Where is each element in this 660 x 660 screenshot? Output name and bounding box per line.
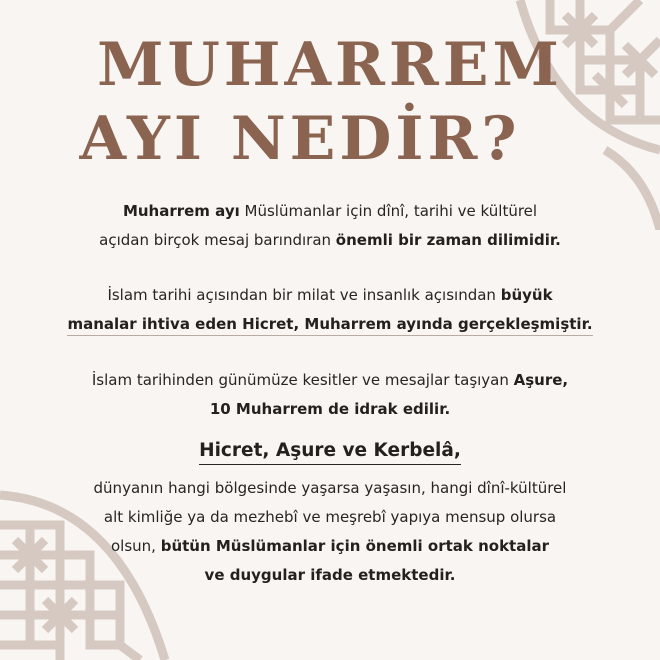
bold-text: önemli bir zaman dilimidir. <box>335 231 561 249</box>
text: olsun, <box>110 537 161 555</box>
paragraph-hijra <box>40 281 620 339</box>
paragraph-intro-line-1 <box>40 197 620 226</box>
section-heading <box>0 440 660 461</box>
bold-text: Aşure, <box>513 371 569 389</box>
title-line-1: MUHARREM <box>97 30 563 100</box>
bold-text: bütün Müslümanlar için önemli ortak noktalar <box>160 537 550 555</box>
paragraph-hijra-line-1 <box>40 281 620 310</box>
bold-text: büyük <box>500 286 553 304</box>
paragraph-intro-line-2 <box>40 226 620 255</box>
text: İslam tarihinden günümüze kesitler ve mesajlar taşıyan <box>91 371 514 389</box>
paragraph-conclusion-line-4 <box>40 561 620 590</box>
paragraph-conclusion-line-3 <box>40 532 620 561</box>
paragraph-ashura-line-2 <box>40 395 620 424</box>
text: İslam tarihi açısından bir milat ve insanlık açısından <box>107 286 501 304</box>
paragraph-hijra-line-2 <box>40 310 620 339</box>
paragraph-conclusion <box>40 474 620 590</box>
bold-text: Muharrem ayı <box>122 202 240 220</box>
text: açıdan birçok mesaj barındıran <box>99 231 336 249</box>
page-title <box>0 28 660 176</box>
title-line-2: AYI NEDİR? <box>79 104 521 174</box>
bold-text: manalar ihtiva eden Hicret, Muharrem ayında gerçekleşmiştir. <box>67 315 592 336</box>
paragraph-intro <box>40 197 620 255</box>
paragraph-conclusion-line-2: alt kimliğe ya da mezhebî ve meşrebî yapıya mensup olursa <box>103 508 557 526</box>
paragraph-ashura <box>40 366 620 424</box>
text: Müslümanlar için dînî, tarihi ve kültürel <box>239 202 538 220</box>
paragraph-ashura-line-1 <box>40 366 620 395</box>
section-heading-text: Hicret, Aşure ve Kerbelâ, <box>199 440 461 465</box>
bold-text: 10 Muharrem de idrak edilir. <box>209 400 451 418</box>
bold-text: ve duygular ifade etmektedir. <box>204 566 456 584</box>
paragraph-conclusion-line-1: dünyanın hangi bölgesinde yaşarsa yaşasın, hangi dînî-kültürel <box>93 479 567 497</box>
